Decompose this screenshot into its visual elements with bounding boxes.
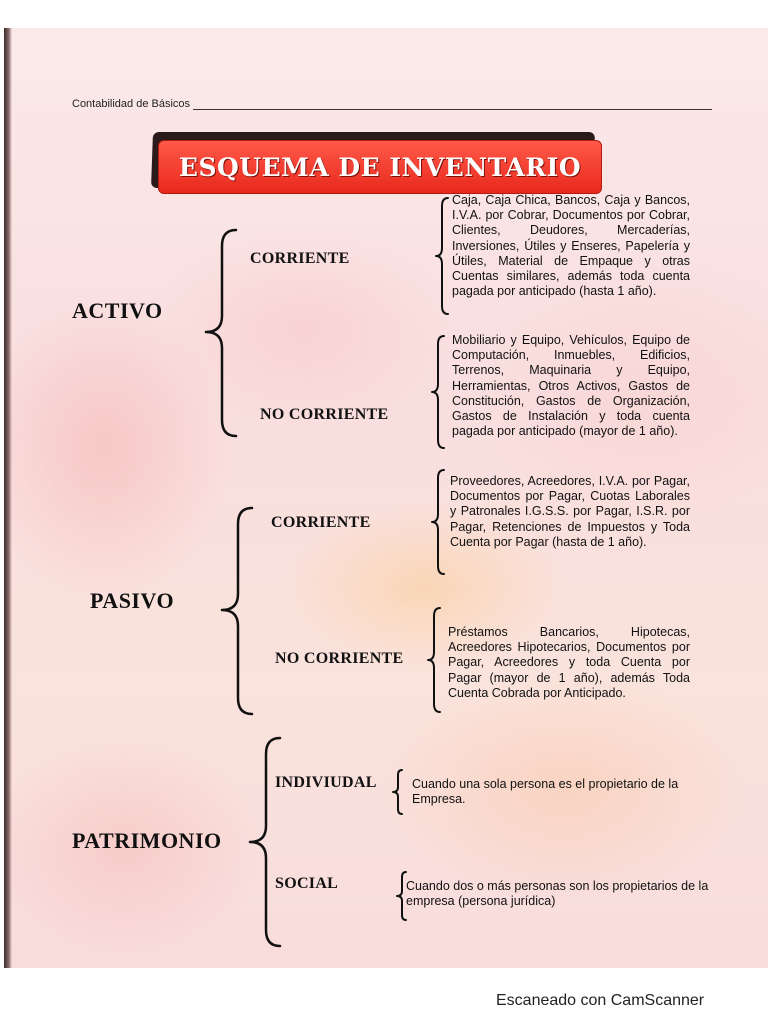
course-header [72, 98, 712, 110]
pasivo-corriente-description: Proveedores, Acreedores, I.V.A. por Pagar, Documentos por Pagar, Cuotas Laborales y Patronales I.G.S.S. por Pagar, I.S.R. por Pagar, Retenciones de Impuestos y Toda Cuenta por Pagar (hasta de 1 año). [450, 474, 690, 549]
scanner-watermark: Escaneado con CamScanner [496, 992, 705, 1009]
pasivo-no-corriente-brace [424, 606, 444, 716]
activo-corriente-brace [432, 196, 452, 316]
activo-label: ACTIVO [72, 298, 163, 323]
patrimonio-individual-description: Cuando una sola persona es el propietario de la Empresa. [412, 777, 679, 807]
pasivo-brace [216, 506, 256, 716]
scanned-page [4, 28, 768, 968]
pasivo-corriente-brace [428, 468, 448, 578]
activo-corriente-label: CORRIENTE [250, 250, 350, 267]
page-title: ESQUEMA DE INVENTARIO [178, 152, 582, 182]
patrimonio-individual-label: INDIVIUDAL [275, 774, 377, 791]
patrimonio-individual-brace [390, 768, 406, 816]
patrimonio-social-description: Cuando dos o más personas son los propietarios de la empresa (persona jurídica) [406, 879, 709, 909]
patrimonio-label: PATRIMONIO [72, 828, 222, 853]
patrimonio-social-label: SOCIAL [275, 875, 339, 892]
activo-brace [200, 228, 240, 438]
pasivo-corriente-label: CORRIENTE [271, 514, 371, 531]
activo-no-corriente-brace [428, 334, 448, 452]
activo-no-corriente-label: NO CORRIENTE [260, 406, 389, 423]
activo-no-corriente-description: Mobiliario y Equipo, Vehículos, Equipo de Computación, Inmuebles, Edificios, Terrenos, Maquinaria y Equipo, Herramientas, Otros Activos, Gastos de Constitución, Gastos de Organización, Gastos de Instalación y toda cuenta pagada por anticipado (mayor de 1 año). [452, 333, 690, 439]
patrimonio-brace [244, 736, 284, 948]
title-banner [158, 140, 602, 194]
pasivo-no-corriente-label: NO CORRIENTE [275, 650, 404, 667]
pasivo-label: PASIVO [90, 588, 175, 613]
course-label: Contabilidad de Básicos [72, 98, 191, 110]
activo-corriente-description: Caja, Caja Chica, Bancos, Caja y Bancos, I.V.A. por Cobrar, Documentos por Cobrar, Clientes, Deudores, Mercaderías, Inversiones, Útiles y Enseres, Papelería y Útiles, Material de Empaque y otras Cuentas similares, además toda cuenta pagada por anticipado (hasta 1 año). [452, 193, 690, 299]
header-underline [193, 99, 712, 110]
pasivo-no-corriente-description: Préstamos Bancarios, Hipotecas, Acreedores Hipotecarios, Documentos por Pagar, Acreedores y toda Cuenta por Pagar (mayor de 1 año), además Toda Cuenta Cobrada por Anticipado. [448, 625, 690, 700]
